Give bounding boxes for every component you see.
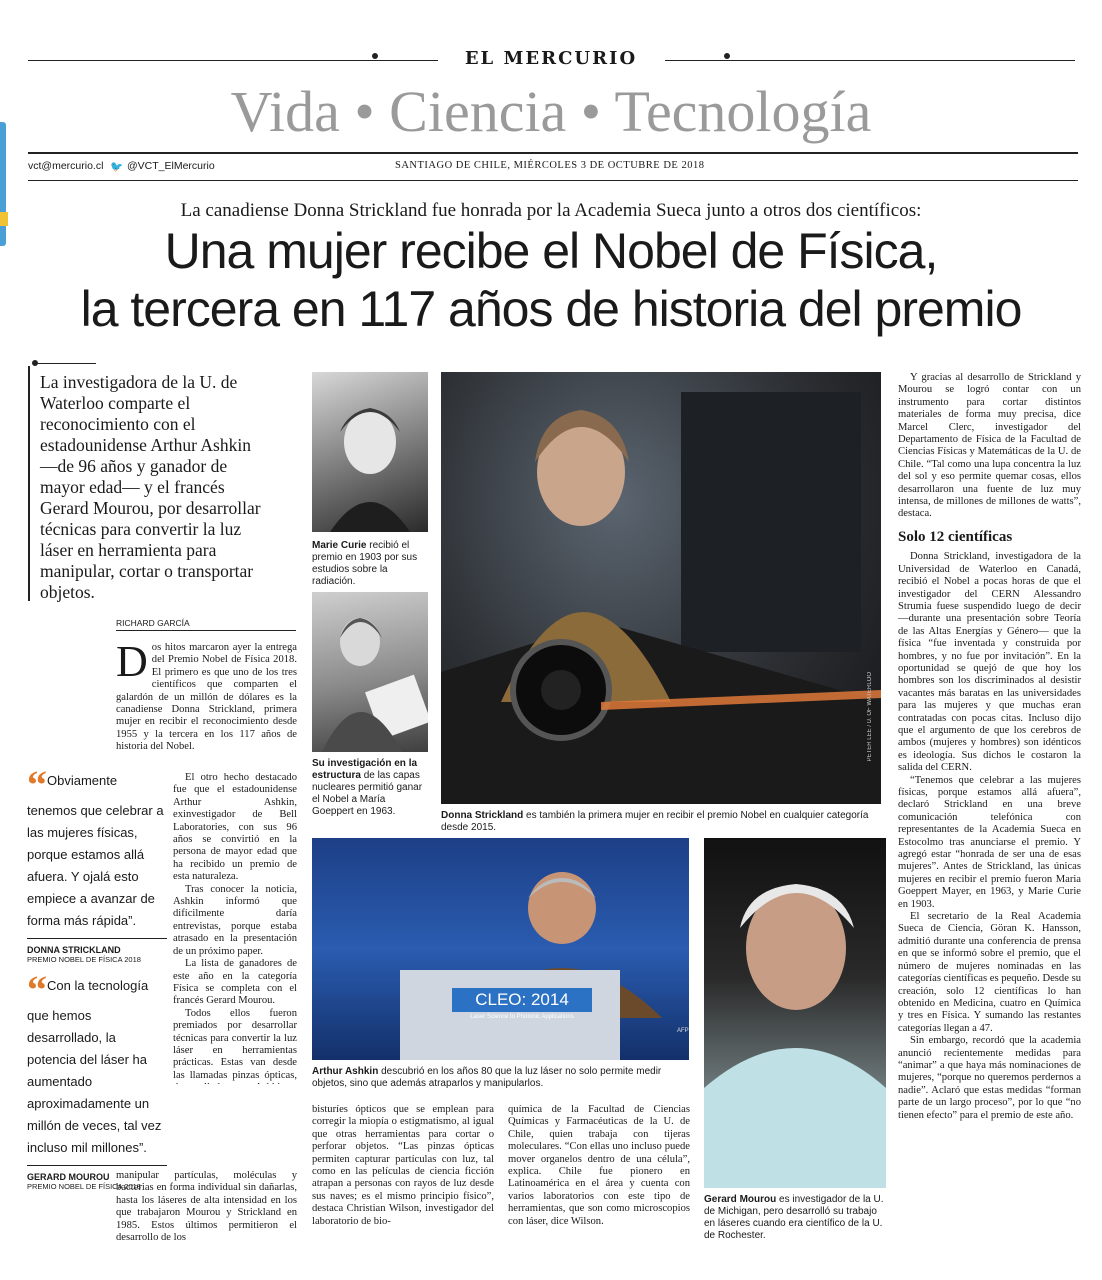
body-column-2: bisturíes ópticos que se emplean para corregir la miopía o estigmatismo, al igual que otras herramientas para cortar o perforar objetos. “Las pinzas ópticas permiten capturar partículas con luz, tal como en las películas de ciencia ficción atrapan a personas con rayos de luz desde sus naves; es el mismo principio físico”, destaca Christian Wilson, investigador del laboratorio de bio- xyxy=(312,1104,494,1227)
quote-role: PREMIO NOBEL DE FÍSICA 2018 xyxy=(27,955,141,964)
caption-mourou: Gerard Mourou es investigador de la U. de Michigan, pero desarrolló su trabajo en láseres cuando era científico de la U. de Rochester. xyxy=(704,1194,884,1241)
body-paragraph: La lista de ganadores de este año en la categoría Física se completa con el francés Gerard Mourou. xyxy=(173,958,297,1007)
body-paragraph: Todos ellos fueron premiados por desarrollar técnicas para convertir la luz láser en herramientas prácticas. Estas van desde las llamadas pinzas ópticas, xyxy=(173,1007,297,1081)
body-column-1-bottom: manipular partículas, moléculas y bacterias en forma individual sin dañarlas, hasta los láseres de alta intensidad en los que trabajaron Mourou y Strickland en 1985. Estos últimos permitieron el desarrollo de los xyxy=(116,1170,297,1244)
quote-author: GERARD MOUROU xyxy=(27,1172,110,1182)
body-paragraph: Sin embargo, recordó que la academia anunció recientemente medidas para “animar” a que haya más nominaciones de mujeres, “porque no queremos perdernos a nadie”. Aclaró que estas medidas “forman parte de un largo proceso”, por lo que “no tienen efecto” para el premio de este año. xyxy=(898,1035,1081,1121)
quote-role: PREMIO NOBEL DE FÍSICA 2018 xyxy=(27,1182,141,1191)
pull-quote-2 xyxy=(27,967,167,1191)
quote-mark-icon: “ xyxy=(27,762,47,807)
masthead-rule-right xyxy=(665,60,1075,61)
body-paragraph: El otro hecho destacado fue que el estadounidense Arthur Ashkin, exinvestigador de Bell Laboratories, con sus 96 años se convirtió en la persona de mayor edad que ha recibido un premio de esta naturaleza. xyxy=(173,772,297,883)
twitter-icon: 🐦 xyxy=(110,161,124,173)
lab-scene-icon xyxy=(441,372,881,804)
maria-goeppert-photo xyxy=(312,592,428,752)
arthur-ashkin-photo xyxy=(312,838,689,1060)
portrait-icon xyxy=(312,592,428,752)
twitter-handle[interactable]: @VCT_ElMercurio xyxy=(127,160,215,172)
headline xyxy=(0,222,1102,338)
afp-credit: AFP xyxy=(677,1028,689,1034)
pull-quote-1 xyxy=(27,762,167,964)
subhead: Solo 12 científicas xyxy=(898,528,1013,545)
podium-subtitle: Laser Science to Photonic Applications xyxy=(470,1014,574,1020)
caption-ashkin: Arthur Ashkin descubrió en los años 80 que la luz láser no solo permite medir objetos, sino que además atraparlos y manipularlos. xyxy=(312,1066,662,1089)
body-paragraph: Y gracias al desarrollo de Strickland y Mourou se logró contar con un instrumento para cortar distintos materiales de forma muy precisa, dice Marcel Clerc, investigador del Departamento de Física de la Facultad de Ciencias Físicas y Matemáticas de la U. de Chile. “Tal como una lupa concentra la luz del sol y eso permite quemar cosas, ellos desarrollaron una fuente de luz muy intensa, de millones de millones de watts”, destaca. xyxy=(898,372,1081,520)
portrait-icon xyxy=(312,372,428,532)
donna-strickland-photo xyxy=(441,372,881,804)
caption-goeppert: Su investigación en la estructura de las capas nucleares permitió ganar el Nobel a María Goeppert en 1963. xyxy=(312,758,423,817)
quote-author: DONNA STRICKLAND xyxy=(27,945,121,955)
podium-scene-icon xyxy=(312,838,689,1060)
lede-dot xyxy=(32,360,38,366)
masthead-dot-left xyxy=(372,53,378,59)
body-paragraph: “Tenemos que celebrar a las mujeres físicas, porque estamos allá afuera”, declaró Strickland en una breve comunicación telefónica con representantes de la Academia Sueca en Estocolmo tras anunciarse el premio. Y agregó estar “honrada de ser una de esas mujeres”. Antes de Strickland, las únicas mujeres en recibir el premio fueron Maria Goeppert Mayer, en 1963, y Marie Curie en 1903. xyxy=(898,774,1081,910)
kicker: La canadiense Donna Strickland fue honrada por la Academia Sueca junto a otros dos científicos: xyxy=(180,200,922,221)
body-paragraph: os hitos marcaron ayer la entrega del Premio Nobel de Física 2018. El primero es que uno de los tres científicos que comparten el galardón de un millón de dólares es la canadiense Donna Strickland, primera mujer en recibir el reconocimiento desde 1955 y la tercera en los 117 años de historia del Nobel. xyxy=(116,642,297,753)
lede: La investigadora de la U. de Waterloo comparte el reconocimiento con el estadounidense Arthur Ashkin —de 96 años y ganador de mayor edad— y el francés Gerard Mourou, por desarrollar técnicas para convertir la luz láser en herramienta para manipular, cortar o transportar objetos. xyxy=(40,372,261,602)
drop-cap: D xyxy=(116,637,148,686)
email-link[interactable]: vct@mercurio.cl xyxy=(28,160,104,172)
headline-line1: Una mujer recibe el Nobel de Física, xyxy=(164,223,938,279)
body-paragraph: Donna Strickland, investigadora de la Universidad de Waterloo en Canadá, recibió el Nobel a pocas horas de que el investigador del CERN Alessandro Strumia fuese suspendido luego de decir —durante una presentación sobre Teoría de las Altas Energías y Género— que la física “fue inventada y construida por hombres, y no fue por invitación”. En la oportunidad se quejó de que hoy los hombres son los discriminados al desistir vacantes más baratas en las universidades para las mujeres y que muchas eran contratadas con pocas citas. Incluso dijo que el argumento de que los cerebros de ambos (mujeres y hombres) son idénticos es ideología. Sus dichos le costaron la salida del CERN. xyxy=(898,551,1081,774)
lede-rule xyxy=(36,363,96,364)
marie-curie-photo xyxy=(312,372,428,532)
quote-text: Con la tecnología que hemos desarrollado, la potencia del láser ha aumentado aproximadamente un millón de veces, tal vez incluso mil millones”. xyxy=(27,978,162,1155)
header-rule xyxy=(28,152,1078,154)
byline: RICHARD GARCÍA xyxy=(116,618,190,628)
photo-credit: PETER LEE / U. OF WATERLOO xyxy=(867,672,873,762)
body-column-3: química de la Facultad de Ciencias Químicas y Farmacéuticas de la U. de Chile, quien trabaja con tijeras moleculares. “Con ellas uno incluso puede mover organelos dentro de una célula”, explica. Chile fue pionero en Latinoamérica en el área y cuenta con varios laboratorios con este tipo de herramientas, que son como microscopios con láser, dice Wilson. xyxy=(508,1104,690,1227)
body-column-1 xyxy=(116,637,297,754)
body-column-right xyxy=(898,372,1081,1122)
gerard-mourou-photo xyxy=(704,838,886,1188)
caption-donna: Donna Strickland es también la primera mujer en recibir el premio Nobel en cualquier categoría desde 2015. xyxy=(441,810,869,833)
headline-line2: la tercera en 117 años de historia del premio xyxy=(80,281,1022,337)
body-paragraph: El secretario de la Real Academia Sueca de Ciencia, Göran K. Hansson, admitió durante una conferencia de prensa en que se informó sobre el premio, que el número de mujeres nominadas en las categorías científicas es pequeño. Desde su creación, solo 12 científicas lo han obtenido en Medicina, cuatro en Química y tres en Física. Y sumando las restantes categorías llegan a 47. xyxy=(898,911,1081,1034)
masthead: EL MERCURIO xyxy=(464,48,638,69)
body-column-1-narrow xyxy=(173,772,297,1084)
section-title: Vida • Ciencia • Tecnología xyxy=(230,79,872,144)
meta-rule xyxy=(28,180,1078,181)
masthead-dot-right xyxy=(724,53,730,59)
quote-text: Obviamente tenemos que celebrar a las mujeres físicas, porque estamos allá afuera. Y ojalá esto empiece a avanzar de forma más rápida”. xyxy=(27,773,164,928)
dateline: SANTIAGO DE CHILE, MIÉRCOLES 3 DE OCTUBRE DE 2018 xyxy=(395,160,705,171)
podium-sign: CLEO: 2014 xyxy=(452,988,592,1012)
lede-bar xyxy=(28,366,30,601)
body-paragraph: Tras conocer la noticia, Ashkin informó que difícilmente daría entrevistas, porque estaba atrasado en la presentación de un próximo paper. xyxy=(173,883,297,957)
caption-curie: Marie Curie recibió el premio en 1903 por sus estudios sobre la radiación. xyxy=(312,540,418,587)
masthead-rule-left xyxy=(28,60,438,61)
portrait-icon xyxy=(704,838,886,1188)
quote-mark-icon: “ xyxy=(27,967,47,1012)
